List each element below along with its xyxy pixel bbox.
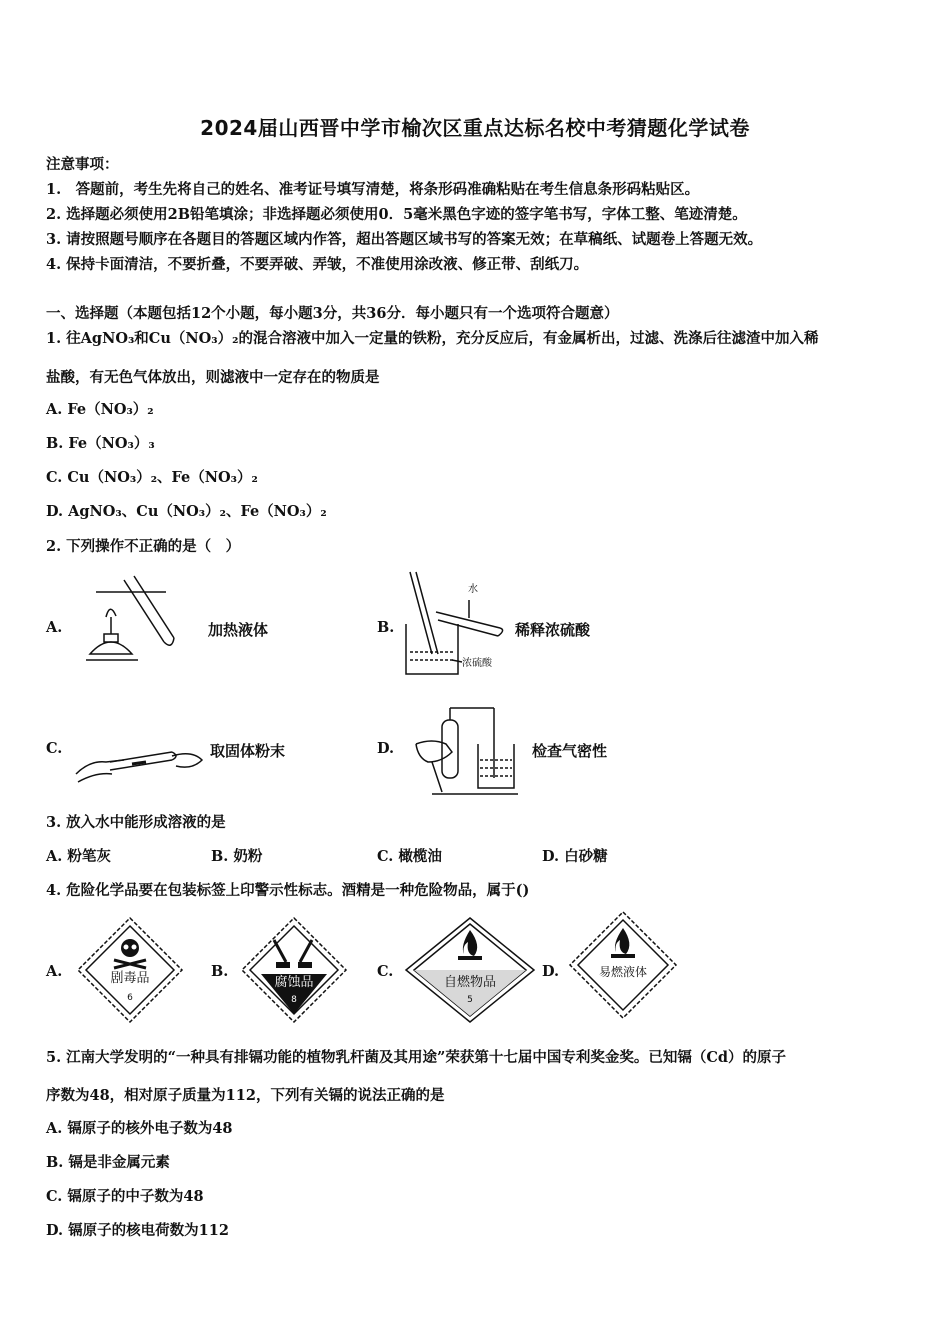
water-label: 水 (468, 584, 478, 595)
flammable-liquid-label: 易燃液体 (598, 965, 648, 979)
corrosive-class-number: 8 (291, 995, 297, 1005)
question-2-option-a-letter[interactable]: A. (46, 619, 63, 636)
question-2-option-b-letter[interactable]: B. (377, 619, 395, 636)
question-4-option-c-letter[interactable]: C. (377, 963, 394, 980)
question-5-stem-cont: 序数为48，相对原子质量为112，下列有关镉的说法正确的是 (46, 1087, 445, 1104)
taking-powder-illustration (72, 722, 207, 792)
toxic-label: 剧毒品 (110, 971, 150, 986)
question-2-stem: 2. 下列操作不正确的是（ ） (46, 538, 241, 555)
airtightness-check-illustration (402, 700, 520, 798)
question-3-option-d[interactable]: D. 白砂糖 (542, 848, 608, 865)
acid-label: 浓硫酸 (462, 658, 492, 669)
notice-heading: 注意事项： (46, 156, 119, 173)
question-4-stem: 4. 危险化学品要在包装标签上印警示性标志。酒精是一种危险物品，属于() (46, 882, 530, 899)
question-5-option-d[interactable]: D. 镉原子的核电荷数为112 (46, 1222, 229, 1239)
question-3-option-c[interactable]: C. 橄榄油 (377, 848, 442, 865)
question-5-option-a[interactable]: A. 镉原子的核外电子数为48 (46, 1120, 233, 1137)
corrosive-label: 腐蚀品 (274, 975, 314, 990)
notice-item: 4. 保持卡面清洁，不要折叠，不要弄破、弄皱，不准使用涂改液、修正带、刮纸刀。 (46, 256, 589, 273)
question-2-option-b-caption: 稀释浓硫酸 (515, 621, 591, 639)
question-5-option-c[interactable]: C. 镉原子的中子数为48 (46, 1188, 204, 1205)
notice-item: 1. 答题前，考生先将自己的姓名、准考证号填写清楚，将条形码准确粘贴在考生信息条形码粘贴区。 (46, 181, 700, 198)
question-3-option-b[interactable]: B. 奶粉 (211, 848, 263, 865)
spontaneous-combustion-sign (404, 916, 536, 1024)
question-4-option-b-letter[interactable]: B. (211, 963, 229, 980)
question-1-stem-cont: 盐酸，有无色气体放出，则滤液中一定存在的物质是 (46, 369, 380, 386)
question-1-option-d[interactable]: D. AgNO₃、Cu（NO₃）₂、Fe（NO₃）₂ (46, 503, 327, 520)
question-1-stem: 1. 往AgNO₃和Cu（NO₃）₂的混合溶液中加入一定量的铁粉，充分反应后，有金属析出，过滤、洗涤后往滤渣中加入稀 (46, 330, 819, 347)
question-2-option-a-caption: 加热液体 (208, 621, 269, 639)
spontaneous-combustion-label: 自燃物品 (443, 975, 497, 990)
corrosive-hazard-sign (240, 916, 348, 1024)
question-3-option-a[interactable]: A. 粉笔灰 (46, 848, 111, 865)
notice-item: 3. 请按照题号顺序在各题目的答题区域内作答，超出答题区域书写的答案无效；在草稿纸、试题卷上答题无效。 (46, 231, 763, 248)
question-2-option-d-caption: 检查气密性 (532, 742, 608, 760)
question-2-option-c-letter[interactable]: C. (46, 740, 63, 757)
question-3-stem: 3. 放入水中能形成溶液的是 (46, 814, 226, 831)
section-heading: 一、选择题（本题包括12个小题，每小题3分，共36分．每小题只有一个选项符合题意） (46, 305, 619, 322)
notice-item: 2. 选择题必须使用2B铅笔填涂；非选择题必须使用0．5毫米黑色字迹的签字笔书写，字体工整、笔迹清楚。 (46, 206, 747, 223)
question-5-stem: 5. 江南大学发明的“一种具有排镉功能的植物乳杆菌及其用途”荣获第十七届中国专利奖金奖。已知镉（Cd）的原子 (46, 1049, 787, 1066)
question-2-option-d-letter[interactable]: D. (377, 740, 395, 757)
heating-liquid-illustration (76, 572, 186, 672)
question-4-option-d-letter[interactable]: D. (542, 963, 560, 980)
toxic-hazard-sign (76, 916, 184, 1024)
question-1-option-a[interactable]: A. Fe（NO₃）₂ (46, 401, 154, 418)
question-5-option-b[interactable]: B. 镉是非金属元素 (46, 1154, 170, 1171)
question-2-option-c-caption: 取固体粉末 (210, 742, 286, 760)
page-title: 2024届山西晋中学市榆次区重点达标名校中考猜题化学试卷 (200, 116, 750, 140)
diluting-acid-illustration (402, 570, 512, 678)
toxic-class-number: 6 (127, 993, 133, 1003)
spontaneous-combustion-class-number: 5 (467, 995, 473, 1005)
question-1-option-b[interactable]: B. Fe（NO₃）₃ (46, 435, 155, 452)
question-4-option-a-letter[interactable]: A. (46, 963, 63, 980)
flammable-liquid-sign (568, 910, 678, 1020)
question-1-option-c[interactable]: C. Cu（NO₃）₂、Fe（NO₃）₂ (46, 469, 258, 486)
